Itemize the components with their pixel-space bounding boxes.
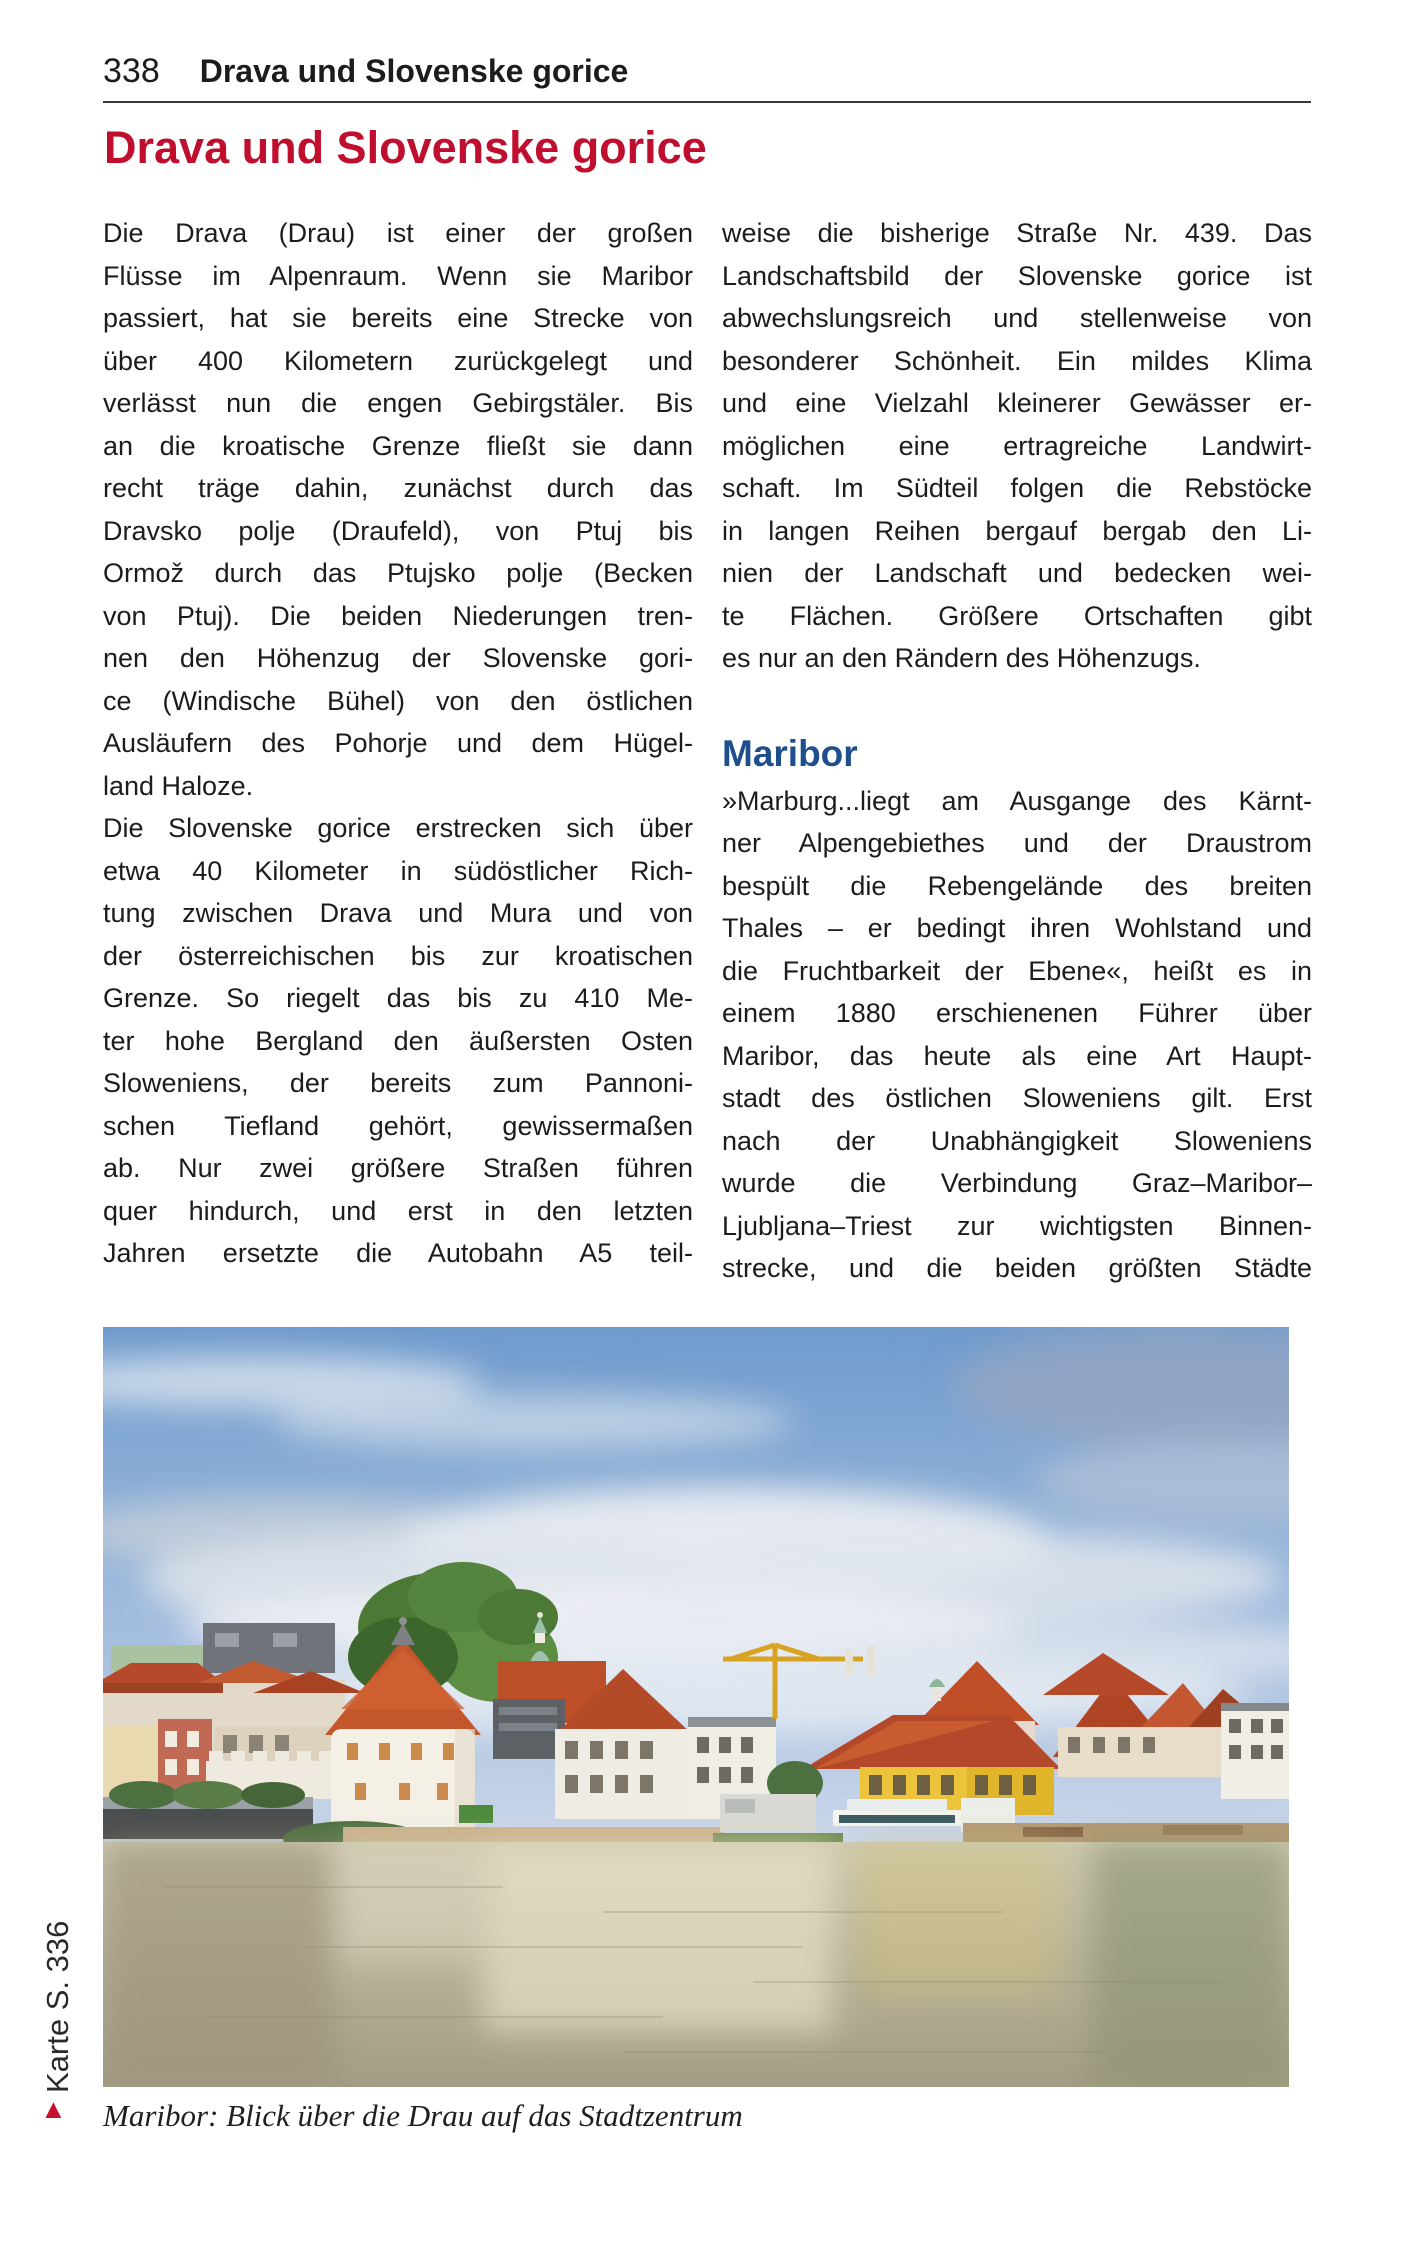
- text-line: Die Slovenske gorice erstrecken sich über: [103, 813, 693, 843]
- text-line: land Haloze.: [103, 770, 254, 801]
- page-header: [103, 52, 1311, 96]
- right-column-text-bottom: [722, 780, 1312, 1290]
- tower-reflection: [338, 1842, 478, 1962]
- dark-reflection-left: [103, 1842, 333, 2087]
- photo-maribor: [103, 1327, 1289, 2087]
- text-line: Flüsse im Alpenraum. Wenn sie Maribor: [103, 260, 693, 291]
- text-line: über 400 Kilometern zurückgelegt und: [103, 345, 693, 376]
- text-line: die Fruchtbarkeit der Ebene«, heißt es in: [722, 955, 1312, 986]
- text-line: Die Drava (Drau) ist einer der großen: [103, 218, 693, 248]
- header-rule: [103, 101, 1311, 103]
- text-line: schen Tiefland gehört, gewissermaßen: [103, 1110, 693, 1141]
- text-line: ab. Nur zwei größere Straßen führen: [103, 1153, 693, 1183]
- text-line: verlässt nun die engen Gebirgstäler. Bis: [103, 388, 693, 418]
- page-number: 338: [103, 52, 160, 90]
- text-line: Ormož durch das Ptujsko polje (Becken: [103, 558, 693, 588]
- text-line: schaft. Im Südteil folgen die Rebstöcke: [722, 473, 1312, 503]
- text-line: und eine Vielzahl kleinerer Gewässer er-: [722, 388, 1312, 418]
- text-line: der österreichischen bis zur kroatischen: [103, 940, 693, 971]
- text-line: von Ptuj). Die beiden Niederungen tren-: [103, 600, 693, 631]
- dark-reflection-right: [1093, 1842, 1289, 2087]
- text-line: ner Alpengebiethes und der Draustrom: [722, 828, 1312, 858]
- text-line: nien der Landschaft und bedecken wei-: [722, 558, 1312, 588]
- text-line: recht träge dahin, zunächst durch das: [103, 473, 693, 503]
- text-line: »Marburg...liegt am Ausgange des Kärnt-: [722, 785, 1312, 816]
- map-marker-triangle-icon: ▲: [40, 2094, 67, 2124]
- left-column: [103, 212, 693, 1275]
- text-line: strecke, und die beiden größten Städte: [722, 1253, 1312, 1283]
- text-line: ter hohe Bergland den äußersten Osten: [103, 1025, 693, 1056]
- margin-map-reference: Karte S. 336: [40, 1920, 75, 2093]
- text-line: quer hindurch, und erst in den letzten: [103, 1195, 693, 1226]
- section-heading-maribor: Maribor: [722, 732, 858, 774]
- right-column-text-top: [722, 212, 1312, 680]
- text-line: weise die bisherige Straße Nr. 439. Das: [722, 218, 1312, 248]
- text-line: nach der Unabhängigkeit Sloweniens: [722, 1125, 1312, 1156]
- left-column-text: [103, 212, 693, 1275]
- green-truck: [459, 1805, 493, 1823]
- text-line: bespült die Rebengelände des breiten: [722, 870, 1312, 901]
- yellow-reflection: [860, 1842, 1054, 1992]
- mansard-roof: [203, 1623, 335, 1673]
- text-line: es nur an den Rändern des Höhenzugs.: [722, 643, 1201, 673]
- text-line: an die kroatische Grenze fließt sie dann: [103, 430, 693, 461]
- small-spire: [845, 1649, 853, 1675]
- bright-reflection: [483, 1842, 833, 2032]
- text-line: Sloweniens, der bereits zum Pannoni-: [103, 1068, 693, 1098]
- text-line: passiert, hat sie bereits eine Strecke von: [103, 303, 693, 333]
- text-line: abwechslungsreich und stellenweise von: [722, 303, 1312, 333]
- text-line: Jahren ersetzte die Autobahn A5 teil-: [103, 1238, 693, 1268]
- text-line: wurde die Verbindung Graz–Maribor–: [722, 1168, 1312, 1198]
- text-line: Maribor, das heute als eine Art Haupt-: [722, 1040, 1312, 1071]
- right-column: [722, 212, 1312, 1290]
- text-line: Ljubljana–Triest zur wichtigsten Binnen-: [722, 1210, 1312, 1241]
- text-line: ce (Windische Bühel) von den östlichen: [103, 685, 693, 716]
- photo-illustration: [103, 1327, 1289, 2087]
- text-line: Grenze. So riegelt das bis zu 410 Me-: [103, 983, 693, 1013]
- running-header: Drava und Slovenske gorice: [199, 53, 629, 89]
- text-line: möglichen eine ertragreiche Landwirt-: [722, 430, 1312, 461]
- text-line: besonderer Schönheit. Ein mildes Klima: [722, 345, 1312, 376]
- text-line: etwa 40 Kilometer in südöstlicher Rich-: [103, 855, 693, 886]
- photo-caption: Maribor: Blick über die Drau auf das Stadtzentrum: [103, 2098, 743, 2133]
- text-line: einem 1880 erschienenen Führer über: [722, 998, 1312, 1028]
- text-line: stadt des östlichen Sloweniens gilt. Erst: [722, 1083, 1312, 1113]
- text-line: Thales – er bedingt ihren Wohlstand und: [722, 913, 1312, 943]
- text-line: Landschaftsbild der Slovenske gorice ist: [722, 260, 1312, 291]
- text-line: nen den Höhenzug der Slovenske gori-: [103, 643, 693, 673]
- text-line: te Flächen. Größere Ortschaften gibt: [722, 600, 1312, 631]
- small-spire: [867, 1645, 875, 1675]
- text-line: in langen Reihen bergauf bergab den Li-: [722, 515, 1312, 546]
- embankment-wall: [103, 1809, 313, 1839]
- text-line: tung zwischen Drava und Mura und von: [103, 898, 693, 928]
- chapter-title: Drava und Slovenske gorice: [104, 122, 707, 173]
- text-line: Ausläufern des Pohorje und dem Hügel-: [103, 728, 693, 758]
- tall-right-building: [1221, 1703, 1289, 1799]
- text-line: Dravsko polje (Draufeld), von Ptuj bis: [103, 515, 693, 546]
- river: [103, 1842, 1289, 2087]
